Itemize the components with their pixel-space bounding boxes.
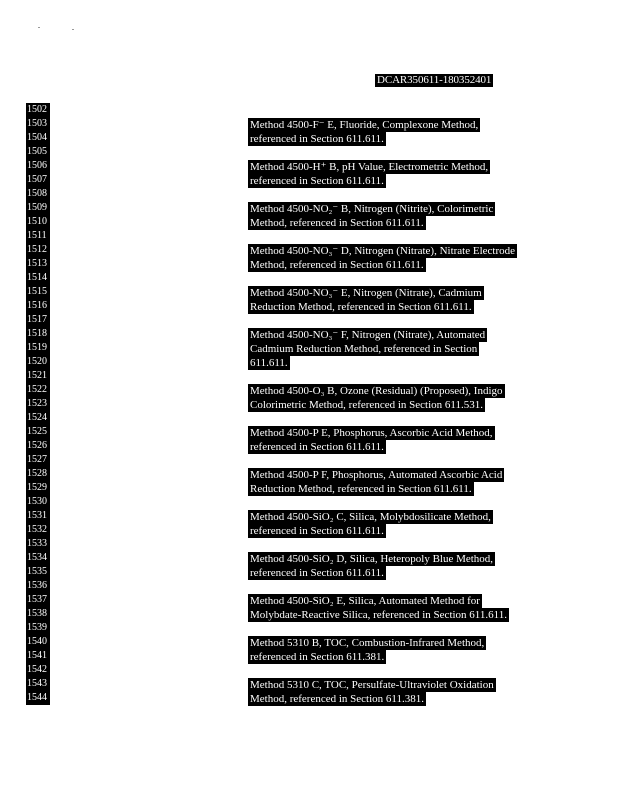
line-number: 1507: [26, 173, 50, 187]
line-number: 1512: [26, 243, 50, 257]
line-number: 1541: [26, 649, 50, 663]
line-number: 1527: [26, 453, 50, 467]
line-number: 1505: [26, 145, 50, 159]
method-entry: [248, 678, 496, 706]
line-number: 1522: [26, 383, 50, 397]
line-number: 1521: [26, 369, 50, 383]
method-entry-line: Method 4500-SiO₂ E, Silica, Automated Method for: [250, 595, 480, 607]
line-number: 1518: [26, 327, 50, 341]
line-number: 1525: [26, 425, 50, 439]
line-number: 1535: [26, 565, 50, 579]
method-entry: [248, 328, 487, 370]
method-entry-line: referenced in Section 611.611.: [250, 175, 384, 187]
method-entry-line: referenced in Section 611.611.: [250, 567, 384, 579]
method-entry-line: referenced in Section 611.381.: [250, 651, 385, 663]
method-entry: [248, 202, 495, 230]
method-entry-line: Method 4500-O₃ B, Ozone (Residual) (Proposed), Indigo: [250, 385, 503, 397]
method-entry: [248, 552, 495, 580]
line-number: 1508: [26, 187, 50, 201]
method-entry-line: Reduction Method, referenced in Section 611.611.: [250, 483, 472, 495]
line-number: 1514: [26, 271, 50, 285]
line-number: 1539: [26, 621, 50, 635]
line-number: 1538: [26, 607, 50, 621]
method-entry-line: Cadmium Reduction Method, referenced in Section: [250, 343, 478, 355]
line-number: 1504: [26, 131, 50, 145]
method-entry: [248, 160, 490, 188]
line-number: 1534: [26, 551, 50, 565]
method-entry-line: Method, referenced in Section 611.611.: [250, 259, 424, 271]
line-number: 1530: [26, 495, 50, 509]
method-entry-line: Method 4500-P F, Phosphorus, Automated Ascorbic Acid: [250, 469, 503, 481]
line-number: 1532: [26, 523, 50, 537]
line-number: 1536: [26, 579, 50, 593]
method-entry-line: referenced in Section 611.611.: [250, 133, 384, 145]
line-number-column: [26, 103, 54, 705]
method-entry-line: 611.611.: [250, 357, 288, 369]
line-number: 1502: [26, 103, 50, 117]
line-number: 1503: [26, 117, 50, 131]
line-number: 1515: [26, 285, 50, 299]
line-number: 1511: [26, 229, 50, 243]
method-entry-line: Molybdate-Reactive Silica, referenced in Section 611.611.: [250, 609, 507, 621]
method-entry-line: Method 4500-NO₂⁻ B, Nitrogen (Nitrite), Colorimetric: [250, 203, 494, 215]
method-entry-line: Method 4500-NO₃⁻ D, Nitrogen (Nitrate), Nitrate Electrode: [250, 245, 516, 257]
line-number: 1542: [26, 663, 50, 677]
method-entry-line: Reduction Method, referenced in Section 611.611.: [250, 301, 472, 313]
line-number: 1544: [26, 691, 50, 705]
method-entry: [248, 636, 486, 664]
line-number: 1510: [26, 215, 50, 229]
line-number: 1524: [26, 411, 50, 425]
line-number: 1543: [26, 677, 50, 691]
method-entry-line: Method 5310 C, TOC, Persulfate-Ultraviolet Oxidation: [250, 679, 494, 691]
line-number: 1516: [26, 299, 50, 313]
line-number: 1528: [26, 467, 50, 481]
scan-speck: [38, 27, 40, 28]
method-entry-line: Method 4500-SiO₂ C, Silica, Molybdosilicate Method,: [250, 511, 491, 523]
line-number: 1529: [26, 481, 50, 495]
method-entry-line: Method 4500-P E, Phosphorus, Ascorbic Acid Method,: [250, 427, 493, 439]
method-entry: [248, 384, 505, 412]
method-entry-line: Method 4500-NO₃⁻ F, Nitrogen (Nitrate), Automated: [250, 329, 486, 341]
line-number: 1526: [26, 439, 50, 453]
method-entry: [248, 426, 495, 454]
method-entry-line: Colorimetric Method, referenced in Section 611.531.: [250, 399, 483, 411]
method-entry-line: Method 4500-H⁺ B, pH Value, Electrometric Method,: [250, 161, 489, 173]
method-entry: [248, 510, 493, 538]
method-entry-line: referenced in Section 611.611.: [250, 441, 384, 453]
method-entry: [248, 594, 509, 622]
method-entry-line: Method 4500-SiO₂ D, Silica, Heteropoly Blue Method,: [250, 553, 494, 565]
method-entry: [248, 468, 504, 496]
line-number: 1540: [26, 635, 50, 649]
method-entry-line: Method, referenced in Section 611.381.: [250, 693, 425, 705]
scan-speck: [72, 29, 74, 30]
line-number: 1523: [26, 397, 50, 411]
line-number: 1531: [26, 509, 50, 523]
method-entry: [248, 286, 484, 314]
line-number: 1537: [26, 593, 50, 607]
method-entry-line: referenced in Section 611.611.: [250, 525, 384, 537]
line-number: 1506: [26, 159, 50, 173]
line-number: 1509: [26, 201, 50, 215]
line-number: 1513: [26, 257, 50, 271]
line-number: 1519: [26, 341, 50, 355]
document-id: DCAR350611-180352401: [377, 74, 492, 86]
line-number: 1517: [26, 313, 50, 327]
method-entry-line: Method, referenced in Section 611.611.: [250, 217, 424, 229]
method-entry-line: Method 4500-F⁻ E, Fluoride, Complexone Method,: [250, 119, 479, 131]
method-entry: [248, 118, 480, 146]
method-entry: [248, 244, 517, 272]
line-number: 1520: [26, 355, 50, 369]
method-entry-line: Method 5310 B, TOC, Combustion-Infrared Method,: [250, 637, 485, 649]
line-number: 1533: [26, 537, 50, 551]
method-entry-line: Method 4500-NO₃⁻ E, Nitrogen (Nitrate), Cadmium: [250, 287, 482, 299]
